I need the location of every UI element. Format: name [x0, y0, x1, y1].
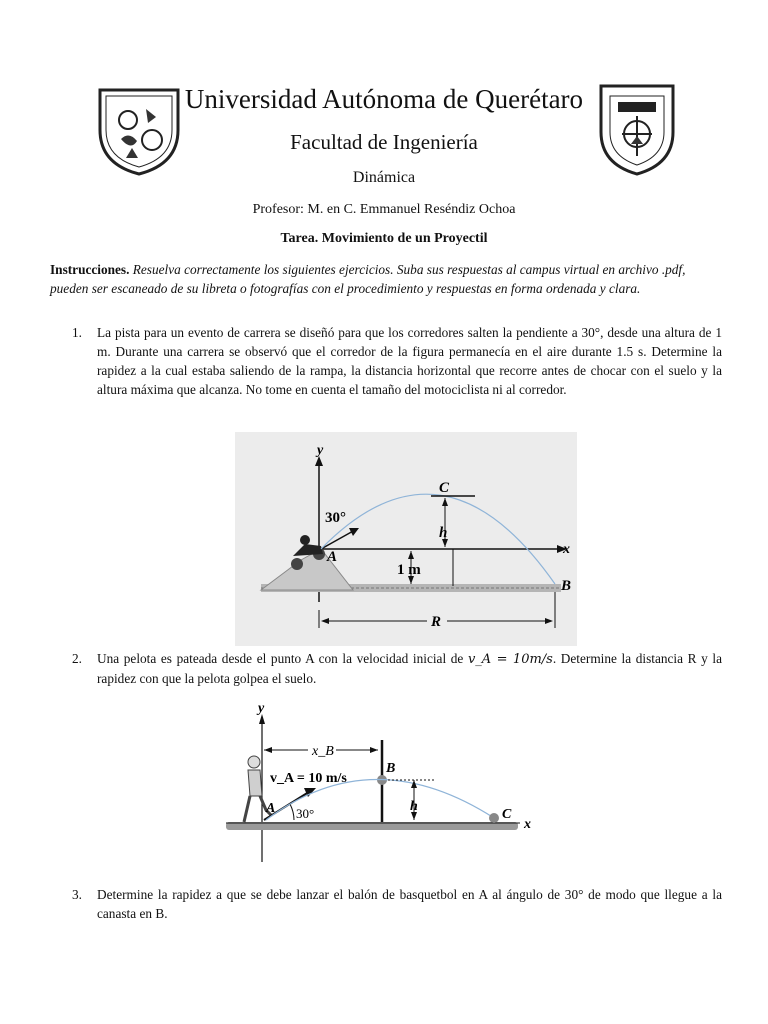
instructions-text: Resuelva correctamente los siguientes ejercicios. Suba sus respuestas al campus virtual en archivo .pdf, pueden ser escaneado de su libreta o fotografías con el procedimiento y respuestas en forma ordenada y clara. — [50, 262, 686, 296]
x-axis-label: x — [563, 542, 570, 557]
instructions-label: Instrucciones. — [50, 262, 130, 277]
instructions — [50, 260, 690, 298]
problem-3 — [72, 885, 722, 923]
figure-ball-kick — [222, 700, 542, 866]
height-h-label: h — [410, 799, 418, 814]
velocity-formula: v_A = 10m/s — [467, 652, 553, 667]
point-b-label: B — [561, 578, 572, 594]
height-1m-label: 1 m — [397, 562, 421, 578]
problem-text: La pista para un evento de carrera se diseñó para que los corredores salten la pendiente a 30°, desde una altura de 1 m. Durante una carrera se observó que el corredor de la figura permanecía en el aire durante 1.5 s. Determine la rapidez a la cual estaba saliendo de la rampa, la distancia horizontal que recorre antes de chocar con el suelo y la altura máxima que alcanza. No tome en cuenta el tamaño del motociclista ni al corredor. — [97, 325, 722, 397]
course-name: Dinámica — [352, 169, 416, 186]
problem-number: 3. — [72, 887, 82, 902]
task-title: Tarea. Movimiento de un Proyectil — [280, 231, 488, 246]
problem-2 — [72, 649, 722, 688]
university-name: Universidad Autónoma de Querétaro — [184, 84, 584, 114]
point-c-label: C — [502, 807, 512, 822]
height-h-label: h — [439, 525, 448, 541]
x-axis-label: x — [524, 817, 531, 832]
y-axis-label: y — [317, 443, 324, 458]
problem-text: Determine la rapidez a que se debe lanzar el balón de basquetbol en A al ángulo de 30° de modo que llegue a la canasta en B. — [97, 887, 722, 921]
problem-text-part: . Determine la distancia R y la rapidez con que la pelota golpea el suelo. — [97, 651, 722, 686]
faculty-name: Facultad de Ingeniería — [290, 130, 478, 154]
figure-motorcycle-jump — [235, 432, 577, 646]
ball-at-c — [489, 813, 499, 823]
figure-background — [235, 432, 577, 646]
point-b-label: B — [386, 761, 396, 776]
problem-number: 1. — [72, 325, 82, 340]
point-a-label: A — [327, 549, 338, 565]
problem-number: 2. — [72, 651, 82, 666]
angle-label: 30° — [296, 806, 315, 821]
problem-text — [97, 649, 722, 688]
y-axis-label: y — [258, 701, 265, 716]
angle-label: 30° — [325, 510, 346, 526]
problem-text-part: Una pelota es pateada desde el punto A con la velocidad inicial de — [97, 651, 468, 666]
professor-line: Profesor: M. en C. Emmanuel Reséndiz Ochoa — [252, 202, 516, 217]
range-r-label: R — [431, 614, 442, 630]
problem-1 — [72, 323, 722, 399]
point-a-label: A — [266, 801, 276, 816]
velocity-label: v_A = 10 m/s — [270, 771, 347, 786]
point-c-label: C — [439, 480, 450, 496]
xb-label: x_B — [312, 744, 334, 759]
